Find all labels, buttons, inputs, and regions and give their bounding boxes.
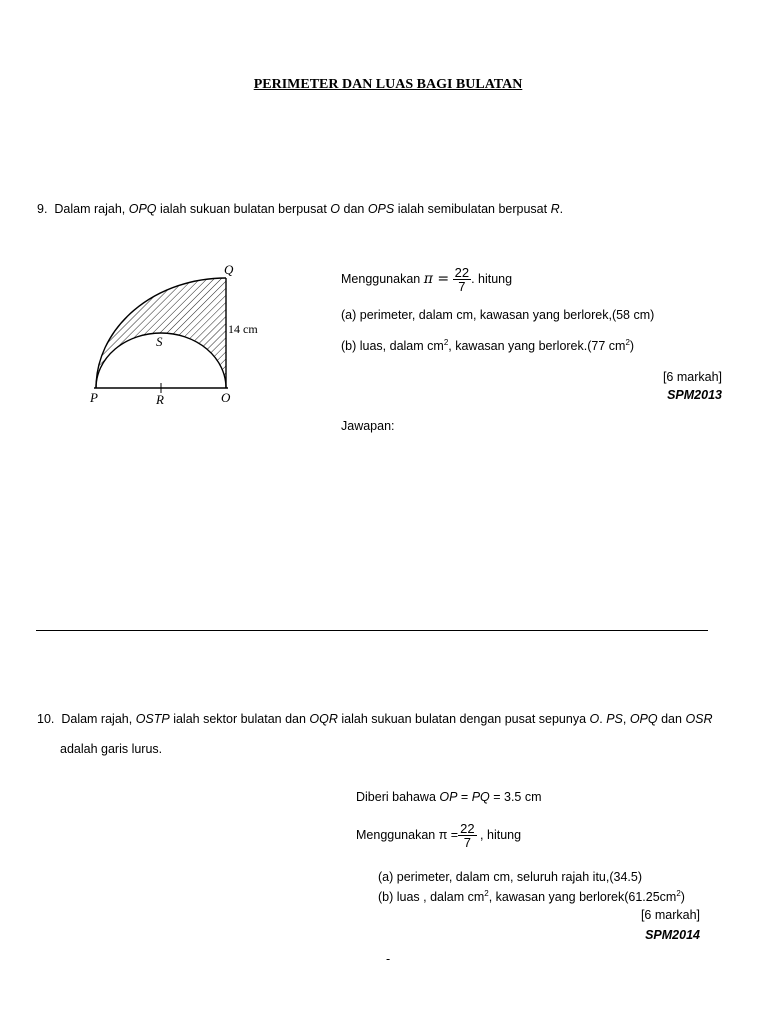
q9-label-o: O xyxy=(221,390,231,405)
q10-given xyxy=(356,790,542,804)
q10-instruction xyxy=(356,822,521,849)
separator-line xyxy=(36,630,708,631)
q10-frac-num: 22 xyxy=(460,821,475,836)
q10-menggunakan: Menggunakan π = xyxy=(356,827,459,842)
q9-text-mid1: ialah sukuan bulatan berpusat xyxy=(156,202,331,216)
q10-oqr: OQR xyxy=(309,712,338,726)
q9-o: O xyxy=(330,202,341,216)
q9-hitung: . hitung xyxy=(471,271,513,286)
q10-given-post: = 3.5 cm xyxy=(489,790,542,804)
q9-r: R xyxy=(550,202,560,216)
q10-text-mid2: ialah sukuan bulatan dengan pusat sepunya xyxy=(337,712,590,726)
q10-part-b-sup: 2 xyxy=(484,889,489,898)
q9-text-end: . xyxy=(559,202,564,216)
q9-part-b-sup: 2 xyxy=(443,338,449,347)
q10-ostp: OSTP xyxy=(135,712,170,726)
q9-marks: [6 markah] xyxy=(662,370,722,384)
q10-sep1: . xyxy=(599,712,607,726)
q10-text-pre: Dalam rajah, xyxy=(61,712,136,726)
q10-text-mid1: ialah sektor bulatan dan xyxy=(169,712,310,726)
q10-part-b-post: , kawasan yang berlorek(61.25cm xyxy=(488,890,677,905)
q9-part-b-end: ) xyxy=(629,339,635,354)
q9-label-p: P xyxy=(90,390,98,405)
page-title: PERIMETER DAN LUAS BAGI BULATAN xyxy=(253,77,523,92)
q9-text-mid3: ialah semibulatan berpusat xyxy=(394,202,551,216)
q9-instruction xyxy=(341,266,512,293)
q9-part-b-pre: (b) luas, dalam cm xyxy=(341,339,444,354)
q9-part-b-sup2: 2 xyxy=(625,338,630,347)
q10-op: OP xyxy=(439,790,458,804)
q9-jawapan: Jawapan: xyxy=(341,419,395,433)
q10-part-b-pre: (b) luas , dalam cm xyxy=(378,890,485,905)
q9-frac-num: 22 xyxy=(454,265,470,280)
q9-part-b-post: , kawasan yang berlorek.(77 cm xyxy=(448,339,626,354)
q10-frac-den: 7 xyxy=(463,835,471,850)
q10-o: O xyxy=(589,712,600,726)
q10-marks: [6 markah] xyxy=(640,908,700,922)
q9-opq: OPQ xyxy=(128,202,157,216)
q10-source: SPM2014 xyxy=(645,928,700,942)
q9-statement xyxy=(37,202,563,216)
q10-given-pre: Diberi bahawa xyxy=(356,790,440,804)
q10-comma: , xyxy=(622,712,630,726)
q9-label-len: 14 cm xyxy=(228,322,258,336)
q10-part-a: (a) perimeter, dalam cm, seluruh rajah itu,(34.5) xyxy=(378,870,642,884)
q9-text-pre: Dalam rajah, xyxy=(54,202,129,216)
footer-mark: - xyxy=(386,952,391,966)
q9-label-q: Q xyxy=(224,262,234,277)
q9-source: SPM2013 xyxy=(667,388,722,402)
q10-part-b xyxy=(378,889,685,904)
q9-part-b xyxy=(341,338,634,353)
q9-pi-eq: π = xyxy=(423,270,450,287)
q9-fraction xyxy=(453,266,471,293)
q9-ops: OPS xyxy=(367,202,395,216)
q9-text-mid2: dan xyxy=(340,202,368,216)
q10-number: 10. xyxy=(37,712,55,726)
q10-fraction xyxy=(458,822,476,849)
q10-part-b-end: ) xyxy=(680,890,685,905)
q9-label-s: S xyxy=(156,334,163,349)
q10-osr: OSR xyxy=(685,712,713,726)
q9-label-r: R xyxy=(156,392,164,407)
q9-number: 9. xyxy=(37,202,48,216)
q10-statement-line2: adalah garis lurus. xyxy=(60,742,163,756)
q10-pq: PQ xyxy=(471,790,490,804)
q10-dan: dan xyxy=(657,712,686,726)
q10-statement xyxy=(37,712,713,726)
q9-frac-den: 7 xyxy=(458,279,466,294)
q10-part-b-sup2: 2 xyxy=(676,889,681,898)
q9-menggunakan: Menggunakan xyxy=(341,271,421,286)
q10-eq1: = xyxy=(457,790,472,804)
q10-ps: PS xyxy=(606,712,623,726)
q9-part-a: (a) perimeter, dalam cm, kawasan yang berlorek,(58 cm) xyxy=(341,308,655,322)
q10-hitung: , hitung xyxy=(476,827,522,842)
q9-diagram xyxy=(82,255,272,415)
q10-opq: OPQ xyxy=(629,712,658,726)
